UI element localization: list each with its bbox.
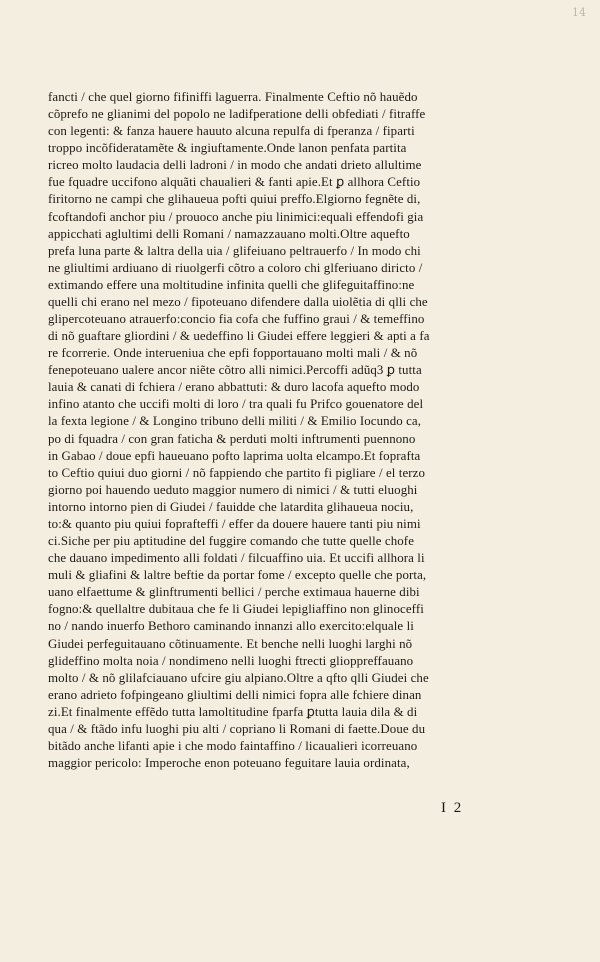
text-line: fogno:& quellaltre dubitaua che fe li Giudei lepigliaffino non glinoceffi [48,602,424,617]
text-line: glipercoteuano atrauerfo:concio fia cofa che fuffino graui / & temeffino [48,312,425,327]
text-line: molto / & nõ glilafciauano ufcire giu alpiano.Oltre a qfto qlli Giudei che [48,670,429,685]
text-line: re fcorrerie. Onde interueniua che epfi fopportauano molti mali / & nõ [48,346,418,361]
text-line: firitorno ne campi che glihaueua pofti quiui preffo.Elgiorno fegnẽte di, [48,192,421,207]
text-line: ricreo molto laudacia delli ladroni / in modo che andati drieto allultime [48,158,422,173]
text-line: uano elfaettume & glinftrumenti bellici / perche extimaua hauerne dibi [48,585,420,600]
text-line: troppo incõfideratamẽte & ingiuftamente.Onde lanon penfata partita [48,141,407,156]
text-line: lauia & canati di fchiera / erano abbattuti: & duro lacofa aquefto modo [48,380,420,395]
page-corner-mark: 14 [572,6,586,19]
text-line: qua / & ftãdo infu luoghi piu alti / copriano li Romani di faette.Doue du [48,721,426,736]
text-line: la fexta legione / & Longino tribuno delli militi / & Emilio Iocundo ca, [48,414,422,429]
text-line: cõprefo ne glianimi del popolo ne ladifperatione delli obfediati / fitraffe [48,107,426,122]
text-line: di nõ guaftare gliordini / & uedeffino li Giudei effere leggieri & apti a fa [48,329,430,344]
text-line: glideffino molta noia / nondimeno nelli luoghi ftrecti glioppreffauano [48,653,414,668]
text-line: fcoftandofi anchor piu / prouoco anche piu linimici:equali effendofi gia [48,209,424,224]
signature-mark: I 2 [441,800,464,816]
text-line: intorno intorno pien di Giudei / fauidde che latardita glihaueua nociu, [48,499,414,514]
text-line: ne gliultimi ardiuano di riuolgerfi cõtro a coloro chi glferiuano diricto / [48,260,423,275]
text-line: quelli chi erano nel mezo / fipoteuano difendere dalla uiolẽtia di qlli che [48,294,428,309]
text-line: fue fquadre uccifono alquãti chaualieri & fanti apie.Et ꝑ allhora Ceftio [48,175,421,190]
text-line: che dauano impedimento alli foldati / filcuaffino uia. Et uccifi allhora li [48,551,425,566]
text-block [48,89,488,772]
text-line: prefa luna parte & laltra della uia / glifeiuano peltrauerfo / In modo chi [48,243,421,258]
text-line: to Ceftio quiui duo giorni / nõ fappiendo che partito fi pigliare / el terzo [48,465,426,480]
text-line: muli & gliafini & laltre beftie da portar fome / excepto quelle che porta, [48,568,427,583]
text-line: po di fquadra / con gran faticha & perduti molti inftrumenti puennono [48,431,416,446]
text-line: appicchati aglultimi delli Romani / namazzauano molti.Oltre aquefto [48,226,410,241]
text-line: giorno poi hauendo ueduto maggior numero di nimici / & tutti eluoghi [48,482,418,497]
text-line: fenepoteuano ualere ancor niẽte cõtro alli nimici.Percoffi adũq3 ꝑ tutta [48,363,422,378]
text-line: Giudei perfeguitauano cõtinuamente. Et benche nelli luoghi larghi nõ [48,636,413,651]
text-line: to:& quanto piu quiui foprafteffi / effer da douere hauere tanti piu nimi [48,516,421,531]
text-line: fancti / che quel giorno fifiniffi laguerra. Finalmente Ceftio nõ hauẽdo [48,90,418,104]
text-line: ci.Siche per piu aptitudine del fuggire comando che tutte quelle chofe [48,534,415,549]
text-line: con legenti: & fanza hauere hauuto alcuna repulfa di fperanza / fiparti [48,124,415,139]
text-line: zi.Et finalmente effẽdo tutta lamoltitudine fparfa ꝑtutta lauia dila & di [48,704,418,719]
text-line: no / nando inuerfo Bethoro caminando innanzi allo exercito:elquale li [48,619,414,634]
text-line: in Gabao / doue epfi haueuano pofto laprima uolta elcampo.Et foprafta [48,448,421,463]
text-line: erano adrieto fofpingeano gliultimi delli nimici fopra alle fchiere dinan [48,687,422,702]
text-line: infino atanto che uccifi molti di loro / tra quali fu Prifco gouenatore del [48,397,424,412]
text-line: bitãdo anche lifanti apie i che modo faintaffino / licaualieri icorreuano [48,738,418,753]
text-line: maggior pericolo: Imperoche enon poteuano feguitare lauia ordinata, [48,756,410,771]
text-line: extimando effere una moltitudine infinita quelli che glifeguitaffino:ne [48,277,415,292]
